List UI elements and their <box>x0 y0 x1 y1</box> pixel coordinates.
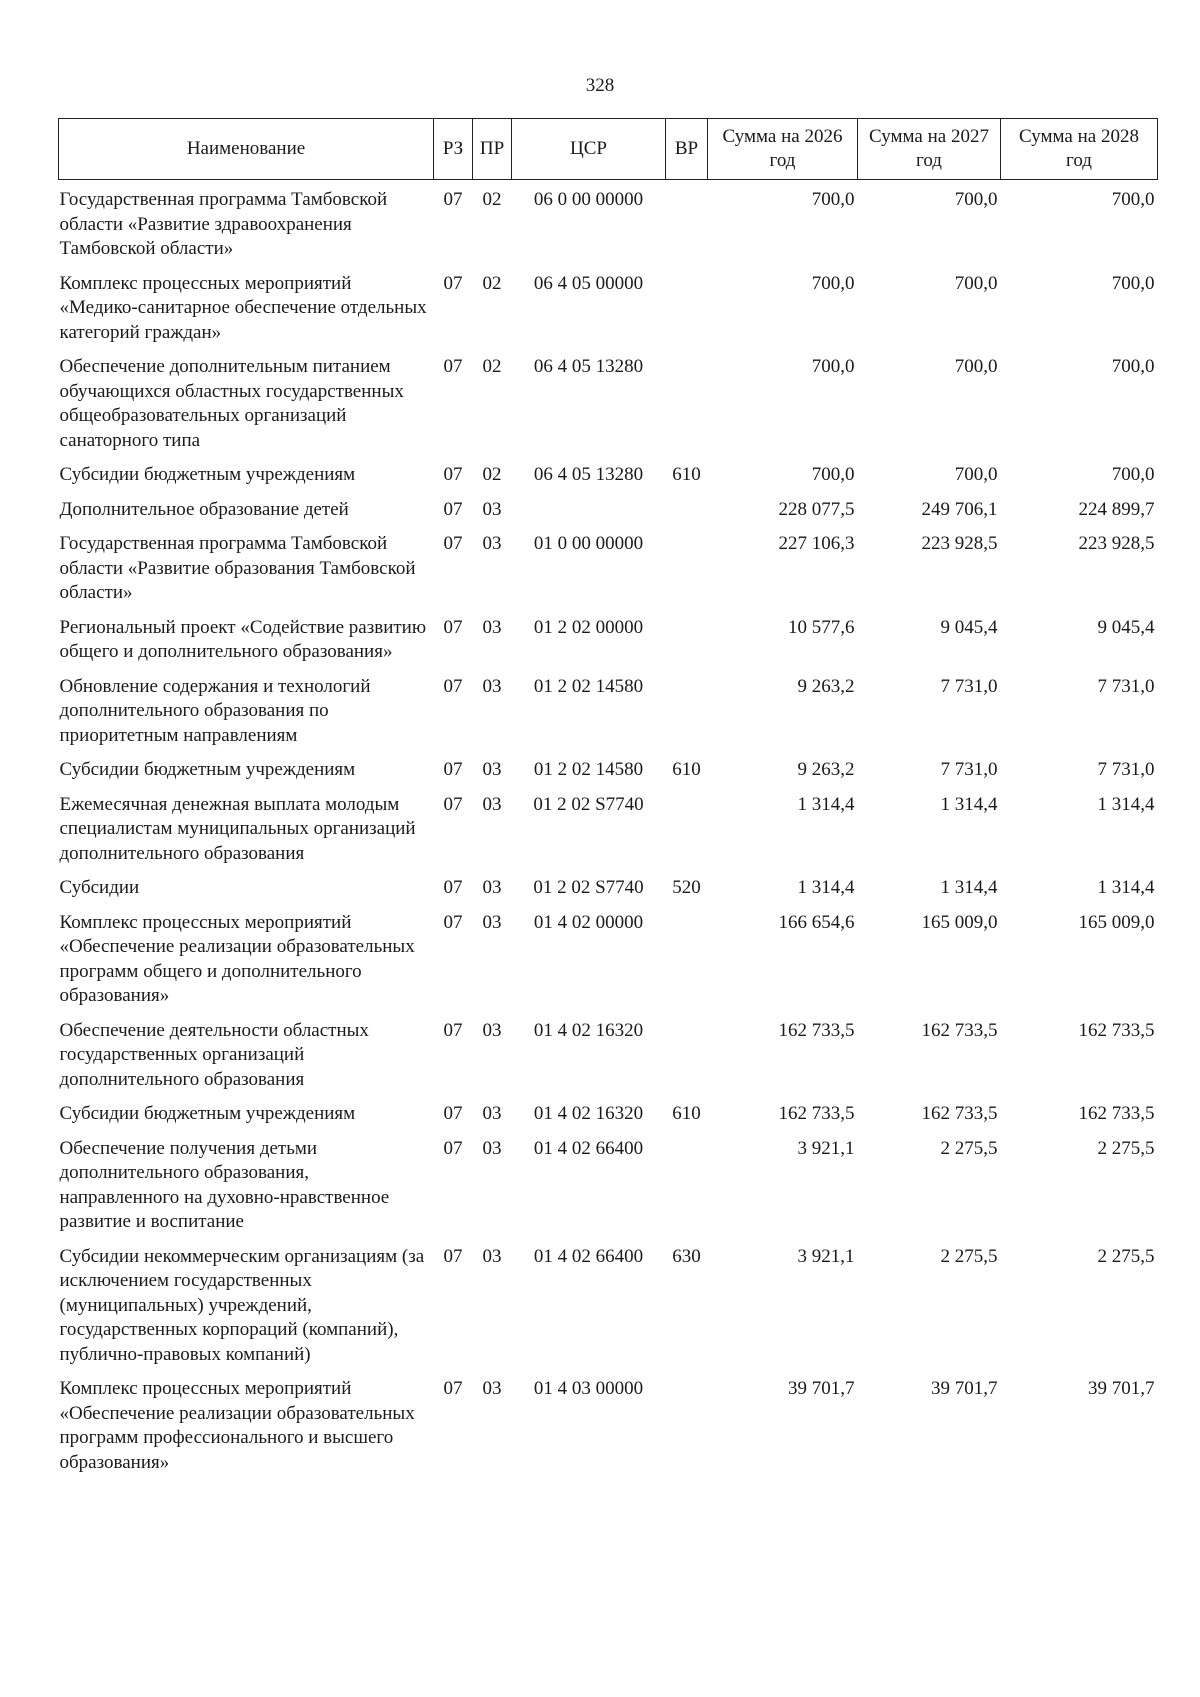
row-csr: 01 0 00 00000 <box>533 533 644 554</box>
table-row <box>59 870 1158 905</box>
row-sum-2027: 223 928,5 <box>921 533 998 554</box>
row-rz: 07 <box>443 533 463 554</box>
row-name: Комплекс процессных мероприятий «Обеспечение реализации образовательных программ общего и дополнительного образования» <box>59 911 415 1006</box>
row-vr <box>666 1013 708 1097</box>
row-sum-2027: 162 733,5 <box>921 1019 998 1041</box>
header-csr: ЦСР <box>512 119 666 180</box>
row-vr: 610 <box>672 1103 701 1124</box>
row-name: Субсидии <box>59 877 140 898</box>
table-row <box>59 1013 1158 1097</box>
row-csr: 01 2 02 S7740 <box>533 877 644 898</box>
table-row <box>59 457 1158 492</box>
row-rz: 07 <box>443 1245 463 1267</box>
header-sum-2026: Сумма на 2026 год <box>708 119 858 180</box>
row-vr: 610 <box>672 759 701 780</box>
row-sum-2027: 700,0 <box>954 464 998 485</box>
row-pr: 03 <box>482 498 502 520</box>
row-sum-2028: 700,0 <box>1111 356 1155 377</box>
row-sum-2028: 1 314,4 <box>1097 793 1155 815</box>
row-rz: 07 <box>443 498 463 520</box>
row-rz: 07 <box>443 616 463 638</box>
row-name: Комплекс процессных мероприятий «Медико-санитарное обеспечение отдельных категорий граждан» <box>59 272 427 343</box>
table-row <box>59 349 1158 457</box>
row-sum-2026: 162 733,5 <box>778 1103 855 1124</box>
row-name: Региональный проект «Содействие развитию общего и дополнительного образования» <box>59 616 427 662</box>
row-name: Государственная программа Тамбовской области «Развитие здравоохранения Тамбовской области» <box>59 189 388 259</box>
row-sum-2028: 7 731,0 <box>1097 675 1155 697</box>
row-name: Обеспечение дополнительным питанием обучающихся областных государственных общеобразовательных организаций санаторного типа <box>59 356 404 451</box>
row-sum-2028: 7 731,0 <box>1097 759 1155 780</box>
row-pr: 03 <box>482 1245 502 1267</box>
row-pr: 02 <box>482 189 502 210</box>
row-pr: 02 <box>482 464 502 485</box>
table-header <box>59 119 1158 180</box>
row-sum-2028: 9 045,4 <box>1097 616 1155 638</box>
row-rz: 07 <box>443 675 463 697</box>
row-rz: 07 <box>443 911 463 933</box>
row-csr: 01 4 02 66400 <box>533 1245 644 1267</box>
header-rz: РЗ <box>434 119 473 180</box>
row-vr <box>666 266 708 350</box>
row-csr: 01 4 02 66400 <box>533 1137 644 1159</box>
row-sum-2026: 3 921,1 <box>797 1245 855 1267</box>
row-pr: 03 <box>482 1019 502 1041</box>
row-sum-2027: 1 314,4 <box>940 877 998 898</box>
row-sum-2028: 224 899,7 <box>1078 498 1155 520</box>
row-vr <box>666 349 708 457</box>
row-sum-2026: 39 701,7 <box>788 1378 855 1399</box>
row-csr: 06 4 05 13280 <box>533 356 644 377</box>
row-sum-2026: 162 733,5 <box>778 1019 855 1041</box>
row-vr: 630 <box>672 1245 701 1267</box>
header-sum-2028: Сумма на 2028 год <box>1001 119 1158 180</box>
row-sum-2028: 39 701,7 <box>1088 1378 1155 1399</box>
row-vr <box>666 526 708 610</box>
row-sum-2027: 7 731,0 <box>940 675 998 697</box>
row-vr <box>666 1371 708 1479</box>
row-sum-2026: 700,0 <box>811 356 855 377</box>
row-sum-2028: 162 733,5 <box>1078 1019 1155 1041</box>
row-sum-2028: 162 733,5 <box>1078 1103 1155 1124</box>
row-name: Субсидии некоммерческим организациям (за исключением государственных (муниципальных) учреждений, государственных корпораций (компаний), публично-правовых компаний) <box>59 1245 425 1365</box>
table-row <box>59 1131 1158 1239</box>
table-row <box>59 669 1158 753</box>
row-sum-2026: 1 314,4 <box>797 793 855 815</box>
row-pr: 03 <box>482 675 502 697</box>
row-rz: 07 <box>443 189 463 210</box>
row-pr: 03 <box>482 1137 502 1159</box>
row-rz: 07 <box>443 1378 463 1399</box>
row-csr: 01 2 02 14580 <box>533 675 644 697</box>
row-sum-2027: 165 009,0 <box>921 911 998 933</box>
row-vr <box>666 787 708 871</box>
row-name: Субсидии бюджетным учреждениям <box>59 464 356 485</box>
table-row <box>59 492 1158 527</box>
row-rz: 07 <box>443 356 463 377</box>
table-body <box>59 180 1158 1480</box>
row-sum-2027: 7 731,0 <box>940 759 998 780</box>
row-csr: 01 4 03 00000 <box>533 1378 644 1399</box>
row-sum-2026: 228 077,5 <box>778 498 855 520</box>
row-rz: 07 <box>443 759 463 780</box>
row-sum-2026: 1 314,4 <box>797 877 855 898</box>
row-pr: 03 <box>482 793 502 815</box>
row-rz: 07 <box>443 1137 463 1159</box>
table-row <box>59 905 1158 1013</box>
row-pr: 03 <box>482 1103 502 1124</box>
row-csr: 01 4 02 16320 <box>533 1103 644 1124</box>
table-row <box>59 526 1158 610</box>
row-vr <box>666 492 708 527</box>
table-row <box>59 180 1158 266</box>
row-csr: 01 4 02 16320 <box>533 1019 644 1041</box>
row-sum-2027: 2 275,5 <box>940 1245 998 1267</box>
row-sum-2028: 2 275,5 <box>1097 1245 1155 1267</box>
row-sum-2026: 700,0 <box>811 189 855 210</box>
header-row <box>59 119 1158 180</box>
table-row <box>59 752 1158 787</box>
row-name: Дополнительное образование детей <box>59 498 349 520</box>
row-csr: 01 2 02 S7740 <box>533 793 644 815</box>
row-sum-2026: 700,0 <box>811 464 855 485</box>
row-vr: 610 <box>672 464 701 485</box>
row-name: Субсидии бюджетным учреждениям <box>59 759 356 780</box>
page-number: 328 <box>585 75 615 96</box>
row-sum-2026: 227 106,3 <box>778 533 855 554</box>
row-sum-2026: 700,0 <box>811 272 855 294</box>
row-sum-2026: 9 263,2 <box>797 675 855 697</box>
row-sum-2027: 249 706,1 <box>921 498 998 520</box>
row-sum-2028: 700,0 <box>1111 272 1155 294</box>
budget-table <box>58 118 1158 1479</box>
row-vr: 520 <box>672 877 701 898</box>
row-sum-2027: 2 275,5 <box>940 1137 998 1159</box>
table-row <box>59 1239 1158 1372</box>
row-pr: 03 <box>482 1378 502 1399</box>
row-name: Обеспечение деятельности областных государственных организаций дополнительного образования <box>59 1019 369 1090</box>
row-csr: 01 2 02 00000 <box>533 616 644 638</box>
row-sum-2026: 9 263,2 <box>797 759 855 780</box>
table-row <box>59 787 1158 871</box>
row-rz: 07 <box>443 464 463 485</box>
row-sum-2027: 700,0 <box>954 356 998 377</box>
row-csr: 06 4 05 13280 <box>533 464 644 485</box>
row-pr: 03 <box>482 911 502 933</box>
row-csr: 01 4 02 00000 <box>533 911 644 933</box>
row-sum-2026: 166 654,6 <box>778 911 855 933</box>
row-rz: 07 <box>443 272 463 294</box>
row-vr <box>666 905 708 1013</box>
header-vr: ВР <box>666 119 708 180</box>
row-pr: 03 <box>482 616 502 638</box>
row-sum-2028: 2 275,5 <box>1097 1137 1155 1159</box>
table-row <box>59 266 1158 350</box>
row-csr: 01 2 02 14580 <box>533 759 644 780</box>
row-sum-2026: 10 577,6 <box>788 616 855 638</box>
row-rz: 07 <box>443 793 463 815</box>
row-name: Комплекс процессных мероприятий «Обеспечение реализации образовательных программ профессионального и высшего образования» <box>59 1378 415 1473</box>
row-rz: 07 <box>443 877 463 898</box>
row-vr <box>666 180 708 266</box>
row-sum-2028: 700,0 <box>1111 189 1155 210</box>
row-name: Ежемесячная денежная выплата молодым специалистам муниципальных организаций дополнительного образования <box>59 793 416 864</box>
row-sum-2027: 1 314,4 <box>940 793 998 815</box>
budget-table-container <box>58 118 1157 1479</box>
row-sum-2028: 700,0 <box>1111 464 1155 485</box>
row-pr: 03 <box>482 533 502 554</box>
row-vr <box>666 610 708 669</box>
row-pr: 03 <box>482 877 502 898</box>
row-rz: 07 <box>443 1019 463 1041</box>
row-sum-2028: 1 314,4 <box>1097 877 1155 898</box>
header-name: Наименование <box>59 119 434 180</box>
row-sum-2028: 165 009,0 <box>1078 911 1155 933</box>
row-sum-2027: 9 045,4 <box>940 616 998 638</box>
row-csr <box>512 492 666 527</box>
row-rz: 07 <box>443 1103 463 1124</box>
header-sum-2027: Сумма на 2027 год <box>858 119 1001 180</box>
table-row <box>59 610 1158 669</box>
row-name: Обеспечение получения детьми дополнительного образования, направленного на духовно-нравственное развитие и воспитание <box>59 1137 390 1232</box>
row-sum-2027: 162 733,5 <box>921 1103 998 1124</box>
row-sum-2027: 700,0 <box>954 272 998 294</box>
row-name: Субсидии бюджетным учреждениям <box>59 1103 356 1124</box>
row-sum-2028: 223 928,5 <box>1078 533 1155 554</box>
row-vr <box>666 1131 708 1239</box>
row-sum-2026: 3 921,1 <box>797 1137 855 1159</box>
table-row <box>59 1096 1158 1131</box>
row-csr: 06 4 05 00000 <box>533 272 644 294</box>
row-pr: 03 <box>482 759 502 780</box>
row-name: Обновление содержания и технологий дополнительного образования по приоритетным направлениям <box>59 675 371 746</box>
header-pr: ПР <box>473 119 512 180</box>
row-pr: 02 <box>482 272 502 294</box>
row-sum-2027: 39 701,7 <box>931 1378 998 1399</box>
table-row <box>59 1371 1158 1479</box>
row-csr: 06 0 00 00000 <box>533 189 644 210</box>
row-pr: 02 <box>482 356 502 377</box>
row-name: Государственная программа Тамбовской области «Развитие образования Тамбовской области» <box>59 533 416 603</box>
row-sum-2027: 700,0 <box>954 189 998 210</box>
row-vr <box>666 669 708 753</box>
